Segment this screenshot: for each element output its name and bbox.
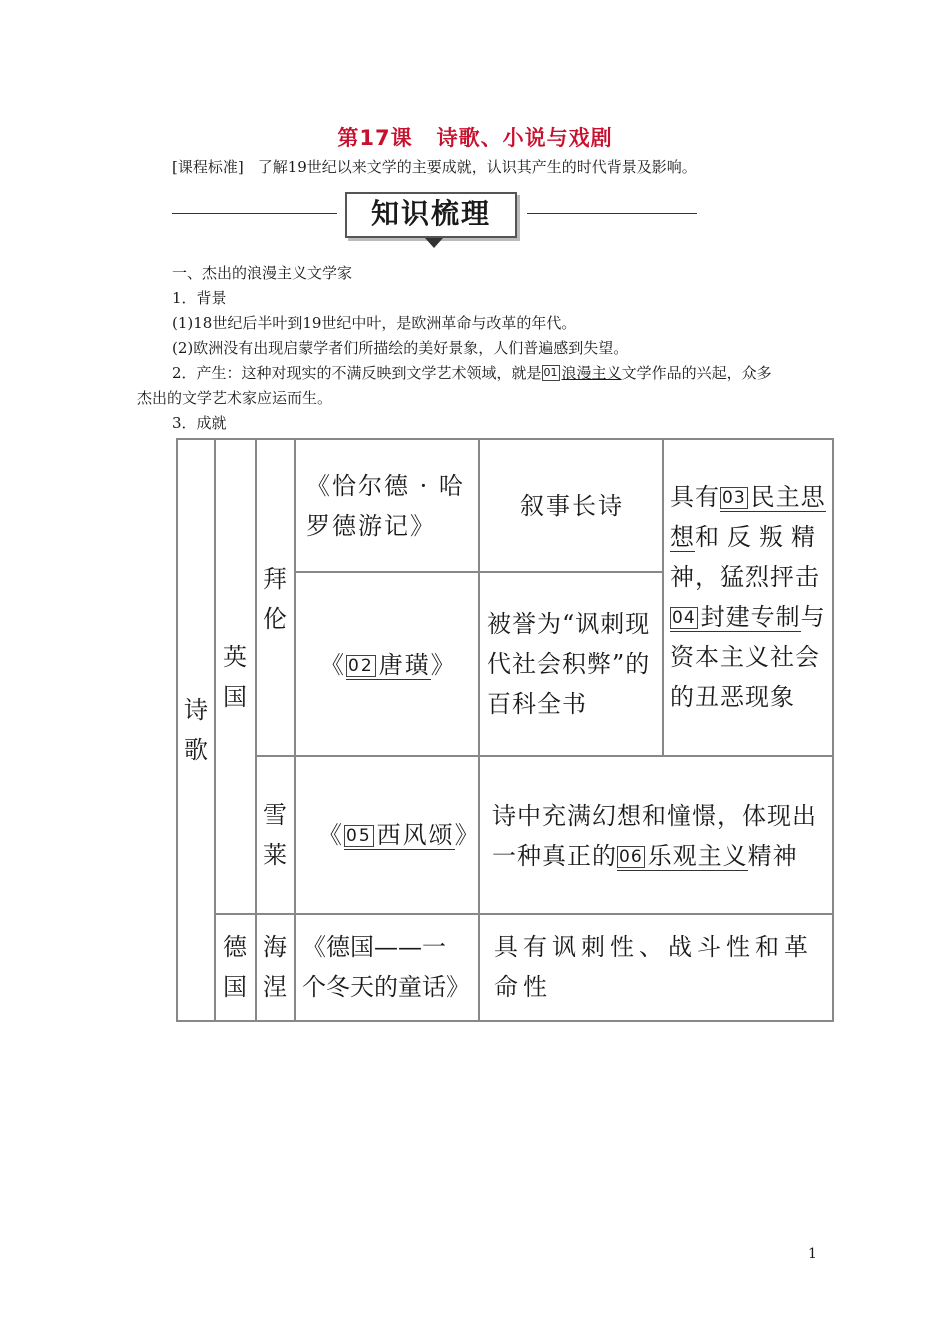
country-uk bbox=[220, 637, 250, 717]
row-line-uk-de bbox=[216, 913, 833, 915]
blank-number-01: 01 bbox=[543, 366, 558, 379]
background-point-2: (2)欧洲没有出现启蒙学者们所描绘的美好景象，人们普遍感到失望。 bbox=[172, 339, 629, 357]
work-childe-harold-line2: 罗德游记》 bbox=[306, 512, 436, 540]
blank-number-02: 02 bbox=[348, 656, 374, 676]
byron-char-line1: 具有 03 民主思 bbox=[670, 483, 826, 511]
origin-answer: 浪漫主义 bbox=[561, 364, 622, 382]
byron-characteristics bbox=[670, 477, 826, 717]
heine-work-line2: 个冬天的童话》 bbox=[302, 973, 470, 1001]
work-childe-harold bbox=[306, 466, 465, 546]
byron-char-line6: 的丑恶现象 bbox=[670, 683, 795, 711]
banner-left-rule bbox=[172, 213, 337, 214]
genre-poetry bbox=[181, 690, 211, 770]
table-bottom-border bbox=[176, 1020, 834, 1022]
col-line-work bbox=[478, 438, 480, 1022]
byron-char-line5: 资本主义社会 bbox=[670, 643, 820, 671]
background-heading: 1．背景 bbox=[172, 289, 227, 307]
origin-line-1 bbox=[172, 362, 772, 383]
author-heine bbox=[260, 927, 290, 1007]
author-shelley bbox=[260, 795, 290, 875]
work-don-juan bbox=[320, 645, 457, 685]
work-childe-harold-line1: 《恰尔德 · 哈 bbox=[306, 472, 465, 500]
blank-number-06: 06 bbox=[619, 847, 643, 867]
col-line-author bbox=[294, 438, 296, 1022]
author-byron-text: 拜伦 bbox=[263, 565, 287, 633]
origin-suffix: 文学作品的兴起，众多 bbox=[621, 364, 772, 382]
author-byron bbox=[260, 559, 290, 639]
don-juan-answer: 唐璜 bbox=[378, 651, 431, 679]
col-line-genre bbox=[214, 438, 216, 1022]
byron-blank-03-cont: 想 bbox=[670, 523, 695, 551]
achievement-heading: 3．成就 bbox=[172, 414, 227, 432]
shelley-description bbox=[492, 796, 817, 876]
section-heading: 一、杰出的浪漫主义文学家 bbox=[172, 264, 353, 282]
page-number: 1 bbox=[808, 1246, 817, 1262]
origin-prefix: 2．产生：这种对现实的不满反映到文学艺术领域，就是 bbox=[172, 364, 542, 382]
standard-label: [课程标准] bbox=[172, 158, 244, 176]
work-don-juan-close: 》 bbox=[430, 651, 457, 679]
heine-desc-line2: 命性 bbox=[494, 973, 552, 1001]
work-west-wind: 《 05 西风颂》 bbox=[318, 821, 481, 849]
banner-text: 知识梳理 bbox=[370, 197, 491, 230]
country-germany-text: 德国 bbox=[223, 933, 247, 1001]
byron-char-line2: 想和反叛精 bbox=[670, 523, 823, 551]
heine-desc-line1: 具有讽刺性、战斗性和革 bbox=[494, 933, 813, 961]
don-juan-description bbox=[487, 604, 650, 724]
background-point-1: (1)18世纪后半叶到19世纪中叶，是欧洲革命与改革的年代。 bbox=[172, 314, 577, 332]
author-heine-text: 海涅 bbox=[263, 933, 287, 1001]
origin-line-2: 杰出的文学艺术家应运而生。 bbox=[137, 389, 333, 407]
don-juan-desc-line3: 百科全书 bbox=[487, 690, 587, 718]
origin-blank bbox=[542, 364, 622, 382]
work-don-juan-open: 《 bbox=[320, 651, 346, 679]
lesson-number: 第17课 bbox=[337, 126, 413, 150]
banner-pointer-icon bbox=[425, 238, 443, 248]
row-line-byron-shelley bbox=[257, 755, 833, 757]
standard-text: 了解19世纪以来文学的主要成就，认识其产生的时代背景及影响。 bbox=[257, 158, 697, 176]
lesson-title bbox=[0, 122, 950, 152]
byron-blank-04: 04 封建专制 bbox=[672, 603, 801, 631]
heine-work-line1: 《德国——一 bbox=[302, 933, 446, 961]
section-banner bbox=[345, 192, 517, 238]
shelley-desc-line1: 诗中充满幻想和憧憬，体现出 bbox=[492, 802, 817, 830]
blank-number-03: 03 bbox=[722, 488, 746, 508]
west-wind-answer: 西风颂 bbox=[376, 821, 455, 849]
author-shelley-text: 雪莱 bbox=[263, 801, 287, 869]
byron-char-line4: 04 封建专制与 bbox=[672, 603, 826, 631]
row-line-byron-works bbox=[296, 571, 662, 573]
blank-number-05: 05 bbox=[346, 826, 372, 846]
table-right-border bbox=[832, 438, 834, 1022]
col-line-country bbox=[255, 438, 257, 1022]
banner-right-rule bbox=[527, 213, 697, 214]
blank-number-04: 04 bbox=[672, 608, 696, 628]
work-germany-winter-tale bbox=[302, 927, 470, 1007]
work-type-narrative-poem: 叙事长诗 bbox=[520, 492, 624, 520]
lesson-topic: 诗歌、小说与戏剧 bbox=[436, 126, 613, 150]
don-juan-desc-line1: 被誉为“讽刺现 bbox=[487, 610, 651, 638]
shelley-desc-line2: 一种真正的 06 乐观主义精神 bbox=[492, 842, 798, 870]
table-top-border bbox=[176, 438, 834, 440]
curriculum-standard bbox=[172, 156, 697, 177]
country-uk-text: 英国 bbox=[223, 643, 247, 711]
byron-blank-03: 03 民主思 bbox=[722, 483, 826, 511]
table-left-border bbox=[176, 438, 178, 1022]
heine-description bbox=[494, 927, 813, 1007]
genre-poetry-text: 诗歌 bbox=[184, 696, 208, 764]
col-line-type bbox=[662, 438, 664, 756]
byron-char-line3: 神，猛烈抨击 bbox=[670, 563, 820, 591]
west-wind-blank bbox=[344, 821, 455, 850]
don-juan-desc-line2: 代社会积弊”的 bbox=[487, 650, 651, 678]
shelley-blank-06: 06 乐观主义 bbox=[619, 842, 748, 870]
don-juan-blank bbox=[346, 651, 431, 680]
country-germany bbox=[220, 927, 250, 1007]
